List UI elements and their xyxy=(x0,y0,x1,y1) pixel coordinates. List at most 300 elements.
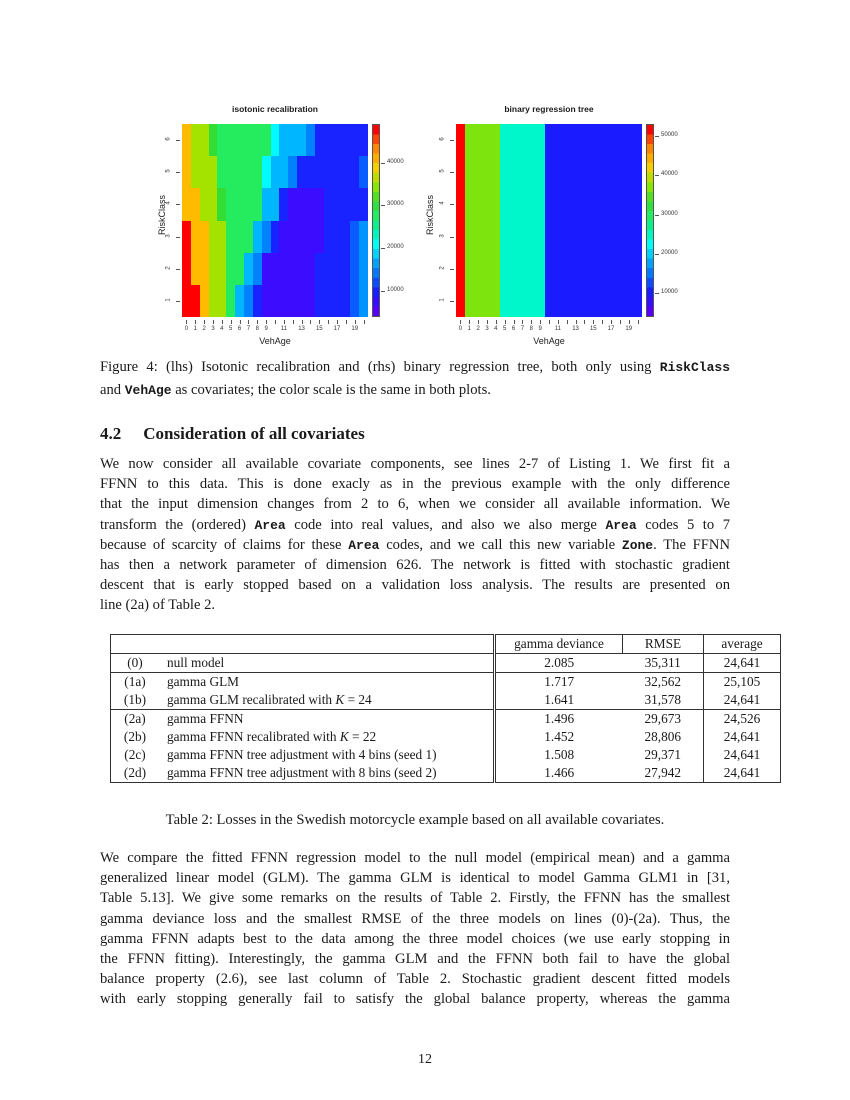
colorbar-tick-label: 40000 xyxy=(387,158,404,165)
y-tick xyxy=(450,269,454,270)
heatmap-cell xyxy=(518,253,527,285)
heatmap-cell xyxy=(279,124,288,156)
heatmap-cell xyxy=(288,124,297,156)
average: 24,641 xyxy=(704,746,781,764)
row-id: (2b) xyxy=(111,728,160,746)
y-tick-label: 2 xyxy=(439,266,446,270)
heatmap-cell xyxy=(509,285,518,317)
heatmap-cell xyxy=(182,188,191,220)
heatmap-cell xyxy=(306,221,315,253)
heatmap-cell xyxy=(580,285,589,317)
y-tick xyxy=(450,237,454,238)
heatmap-cell xyxy=(235,124,244,156)
y-tick xyxy=(176,204,180,205)
heatmap-cell xyxy=(483,221,492,253)
x-tick-label: 17 xyxy=(333,326,341,332)
model-name: gamma GLM xyxy=(159,673,495,692)
heatmap-cell xyxy=(491,124,500,156)
heatmap-cell xyxy=(607,221,616,253)
paragraph-1 xyxy=(100,454,730,616)
code-vehage: VehAge xyxy=(124,383,172,398)
heatmap-cell xyxy=(624,156,633,188)
x-tick xyxy=(638,320,639,324)
x-tick xyxy=(275,320,276,324)
y-tick xyxy=(450,301,454,302)
heatmap-cell xyxy=(200,124,209,156)
heatmap-cell xyxy=(324,285,333,317)
heatmap-cell xyxy=(359,253,368,285)
right-plot-xlabel: VehAge xyxy=(533,336,565,346)
gamma-deviance: 1.641 xyxy=(544,692,575,707)
heatmap-cell xyxy=(306,188,315,220)
average: 24,641 xyxy=(704,691,781,710)
heatmap-cell xyxy=(491,188,500,220)
heatmap-cell xyxy=(315,156,324,188)
right-plot-ylabel: RiskClass xyxy=(425,195,435,236)
heatmap-cell xyxy=(333,188,342,220)
left-plot-title: isotonic recalibration xyxy=(232,104,318,114)
heatmap-cell xyxy=(235,156,244,188)
y-tick xyxy=(450,204,454,205)
x-tick-label: 1 xyxy=(193,326,197,332)
heatmap-cell xyxy=(562,285,571,317)
heatmap-cell xyxy=(518,156,527,188)
y-tick xyxy=(176,172,180,173)
heatmap-cell xyxy=(607,124,616,156)
heatmap-cell xyxy=(253,285,262,317)
left-colorbar xyxy=(372,124,380,317)
heatmap-cell xyxy=(633,253,642,285)
heatmap-cell xyxy=(262,156,271,188)
heatmap-cell xyxy=(598,253,607,285)
gamma-deviance: 1.508 xyxy=(544,747,575,762)
text-run: . The FFNN xyxy=(653,536,730,553)
paragraph-line xyxy=(100,494,730,514)
heatmap-cell xyxy=(483,188,492,220)
heatmap-cell xyxy=(491,253,500,285)
heatmap-cell xyxy=(209,221,218,253)
paragraph-line: with early stopping generally fail to satisfy the global balance property, whereas the gamma xyxy=(100,991,730,1008)
section-heading xyxy=(100,424,365,444)
heatmap-cell xyxy=(350,156,359,188)
average: 25,105 xyxy=(704,673,781,692)
gamma-deviance: 2.085 xyxy=(544,655,575,670)
heatmap-cell xyxy=(545,221,554,253)
heatmap-cell xyxy=(465,253,474,285)
average: 24,641 xyxy=(704,728,781,746)
x-tick xyxy=(328,320,329,324)
heatmap-cell xyxy=(306,124,315,156)
text-run: because of scarcity of claims for these xyxy=(100,536,349,553)
model-name: gamma GLM recalibrated with K = 24 xyxy=(159,691,495,710)
y-tick xyxy=(450,172,454,173)
heatmap-cell xyxy=(527,221,536,253)
heatmap-cell xyxy=(350,221,359,253)
heatmap-cell xyxy=(615,221,624,253)
text-run: FFNN to this data. This is done exacly as in the previous example with the only difference xyxy=(100,476,730,493)
left-plot-xlabel: VehAge xyxy=(259,336,291,346)
colorbar-tick-label: 30000 xyxy=(661,210,678,217)
x-tick xyxy=(319,320,320,324)
x-tick xyxy=(487,320,488,324)
rmse: 32,562 xyxy=(623,673,704,692)
y-tick-label: 3 xyxy=(439,233,446,238)
row-id: (1b) xyxy=(111,691,160,710)
heatmap-cell xyxy=(589,156,598,188)
heatmap-cell xyxy=(271,124,280,156)
model-name: null model xyxy=(159,654,495,673)
table-row xyxy=(111,654,781,673)
x-tick-label: 5 xyxy=(229,326,233,332)
heatmap-cell xyxy=(456,221,465,253)
heatmap-cell xyxy=(598,221,607,253)
x-tick xyxy=(222,320,223,324)
heatmap-cell xyxy=(324,221,333,253)
x-tick xyxy=(310,320,311,324)
gamma-deviance: 1.452 xyxy=(544,729,575,744)
heatmap-cell xyxy=(288,156,297,188)
heatmap-cell xyxy=(500,156,509,188)
heatmap-cell xyxy=(209,124,218,156)
heatmap-cell xyxy=(341,188,350,220)
average: 24,641 xyxy=(704,654,781,673)
left-heatmap xyxy=(182,124,368,317)
heatmap-cell xyxy=(359,156,368,188)
heatmap-cell xyxy=(200,285,209,317)
heatmap-cell xyxy=(333,253,342,285)
heatmap-cell xyxy=(253,124,262,156)
heatmap-cell xyxy=(598,188,607,220)
heatmap-cell xyxy=(571,124,580,156)
heatmap-cell xyxy=(500,285,509,317)
heatmap-cell xyxy=(182,253,191,285)
heatmap-cell xyxy=(191,285,200,317)
heatmap-cell xyxy=(624,124,633,156)
heatmap-cell xyxy=(624,188,633,220)
x-tick xyxy=(478,320,479,324)
colorbar-tick-label: 10000 xyxy=(387,287,404,294)
heatmap-cell xyxy=(589,253,598,285)
heatmap-cell xyxy=(536,285,545,317)
heatmap-cell xyxy=(474,124,483,156)
x-tick xyxy=(355,320,356,324)
row-id: (0) xyxy=(111,654,160,673)
heatmap-cell xyxy=(279,285,288,317)
paragraph-line xyxy=(100,555,730,575)
y-tick xyxy=(176,269,180,270)
heatmap-cell xyxy=(341,124,350,156)
heatmap-cell xyxy=(191,221,200,253)
x-tick xyxy=(240,320,241,324)
heatmap-cell xyxy=(571,221,580,253)
heatmap-cell xyxy=(527,124,536,156)
x-tick xyxy=(195,320,196,324)
text-run: transform the (ordered) xyxy=(100,516,255,533)
y-tick xyxy=(176,140,180,141)
x-tick xyxy=(576,320,577,324)
gamma-deviance: 1.466 xyxy=(495,764,623,783)
x-tick xyxy=(629,320,630,324)
heatmap-cell xyxy=(209,156,218,188)
heatmap-cell xyxy=(209,253,218,285)
heatmap-cell xyxy=(297,124,306,156)
paragraph-line: gamma FFNN adapts best to the data among the three model choices (we use early stopping in xyxy=(100,930,730,947)
colorbar-tick-label: 50000 xyxy=(661,131,678,138)
x-tick xyxy=(257,320,258,324)
heatmap-cell xyxy=(244,188,253,220)
section-title: Consideration of all covariates xyxy=(143,424,365,443)
rmse: 29,371 xyxy=(623,746,704,764)
heatmap-cell xyxy=(474,285,483,317)
heatmap-cell xyxy=(235,285,244,317)
code-term: Zone xyxy=(621,537,654,553)
x-tick-label: 0 xyxy=(184,326,189,332)
heatmap-cell xyxy=(182,221,191,253)
right-colorbar xyxy=(646,124,654,317)
heatmap-cell xyxy=(262,221,271,253)
heatmap-cell xyxy=(615,285,624,317)
table-row xyxy=(111,764,781,783)
x-tick xyxy=(364,320,365,324)
rmse: 28,806 xyxy=(623,728,704,746)
y-tick-label: 6 xyxy=(439,137,446,141)
x-tick-label: 19 xyxy=(351,326,359,332)
x-tick-label: 19 xyxy=(625,326,633,332)
x-tick xyxy=(505,320,506,324)
table-header-cell: average xyxy=(704,635,781,654)
heatmap-cell xyxy=(553,253,562,285)
heatmap-cell xyxy=(571,285,580,317)
heatmap-cell xyxy=(333,124,342,156)
heatmap-cell xyxy=(279,188,288,220)
x-tick-label: 4 xyxy=(494,326,498,332)
x-tick xyxy=(469,320,470,324)
heatmap-cell xyxy=(607,285,616,317)
heatmap-cell xyxy=(226,156,235,188)
heatmap-cell xyxy=(509,253,518,285)
heatmap-cell xyxy=(509,221,518,253)
heatmap-cell xyxy=(483,156,492,188)
heatmap-cell xyxy=(456,156,465,188)
heatmap-cell xyxy=(297,253,306,285)
x-tick xyxy=(514,320,515,324)
table-row xyxy=(111,746,781,764)
heatmap-cell xyxy=(350,124,359,156)
heatmap-cell xyxy=(633,285,642,317)
x-tick-label: 7 xyxy=(246,326,251,332)
x-tick xyxy=(284,320,285,324)
heatmap-cell xyxy=(562,221,571,253)
table-header-cell: RMSE xyxy=(623,635,704,654)
heatmap-cell xyxy=(589,221,598,253)
heatmap-cell xyxy=(633,124,642,156)
heatmap-cell xyxy=(545,156,554,188)
heatmap-cell xyxy=(456,253,465,285)
heatmap-cell xyxy=(491,156,500,188)
colorbar-tick-label: 20000 xyxy=(661,249,678,256)
figure-caption-line-2: and VehAge as covariates; the color scale is the same in both plots. xyxy=(100,382,491,398)
heatmap-cell xyxy=(350,253,359,285)
code-term: Area xyxy=(254,517,286,533)
heatmap-cell xyxy=(279,156,288,188)
x-tick xyxy=(602,320,603,324)
code-term: Area xyxy=(605,517,637,533)
heatmap-cell xyxy=(607,253,616,285)
x-tick xyxy=(549,320,550,324)
heatmap-cell xyxy=(615,253,624,285)
table-row xyxy=(111,728,781,746)
heatmap-cell xyxy=(465,221,474,253)
rmse: 31,578 xyxy=(623,691,704,710)
x-tick-label: 0 xyxy=(458,326,463,332)
x-tick xyxy=(540,320,541,324)
x-tick xyxy=(231,320,232,324)
heatmap-cell xyxy=(615,124,624,156)
heatmap-cell xyxy=(226,124,235,156)
heatmap-cell xyxy=(483,285,492,317)
colorbar-tick-label: 40000 xyxy=(661,171,678,178)
rmse: 35,311 xyxy=(623,654,704,673)
row-id: (2d) xyxy=(111,764,160,783)
heatmap-cell xyxy=(253,221,262,253)
text-run: codes 5 to 7 xyxy=(636,516,730,533)
y-tick-label: 3 xyxy=(165,233,172,238)
x-tick xyxy=(531,320,532,324)
x-tick xyxy=(204,320,205,324)
heatmap-cell xyxy=(244,221,253,253)
text-run: descent that is early stopped based on a validation loss analysis. The results are presented on xyxy=(100,577,730,594)
table-row xyxy=(111,673,781,692)
rmse: 27,942 xyxy=(623,764,704,783)
heatmap-cell xyxy=(235,253,244,285)
heatmap-cell xyxy=(244,156,253,188)
right-heatmap xyxy=(456,124,642,317)
heatmap-cell xyxy=(589,188,598,220)
heatmap-cell xyxy=(553,124,562,156)
heatmap-cell xyxy=(562,156,571,188)
code-term: Area xyxy=(348,537,380,553)
heatmap-cell xyxy=(191,253,200,285)
x-tick-label: 15 xyxy=(589,326,597,332)
heatmap-cell xyxy=(509,156,518,188)
heatmap-cell xyxy=(545,253,554,285)
heatmap-cell xyxy=(633,221,642,253)
table-caption: Table 2: Losses in the Swedish motorcycle example based on all available covariates. xyxy=(165,812,665,828)
x-tick xyxy=(567,320,568,324)
heatmap-cell xyxy=(553,156,562,188)
heatmap-cell xyxy=(297,221,306,253)
heatmap-cell xyxy=(562,124,571,156)
heatmap-cell xyxy=(244,285,253,317)
heatmap-cell xyxy=(341,156,350,188)
model-name: gamma FFNN tree adjustment with 8 bins (seed 2) xyxy=(159,764,495,783)
x-tick-label: 13 xyxy=(298,326,305,332)
heatmap-cell xyxy=(271,285,280,317)
x-tick-label: 9 xyxy=(538,326,542,332)
code-riskclass: RiskClass xyxy=(659,360,730,375)
table-header-cell xyxy=(159,635,495,654)
heatmap-cell xyxy=(633,156,642,188)
heatmap-cell xyxy=(324,253,333,285)
heatmap-cell xyxy=(553,188,562,220)
heatmap-cell xyxy=(297,188,306,220)
heatmap-cell xyxy=(262,188,271,220)
heatmap-cell xyxy=(545,124,554,156)
heatmap-cell xyxy=(580,156,589,188)
heatmap-cell xyxy=(624,253,633,285)
heatmap-cell xyxy=(633,188,642,220)
heatmap-cell xyxy=(200,188,209,220)
heatmap-cell xyxy=(235,221,244,253)
y-tick-label: 6 xyxy=(165,137,172,141)
heatmap-cell xyxy=(191,124,200,156)
heatmap-cell xyxy=(491,221,500,253)
heatmap-cell xyxy=(244,124,253,156)
y-tick-label: 5 xyxy=(165,169,172,173)
heatmap-cell xyxy=(217,253,226,285)
heatmap-cell xyxy=(589,124,598,156)
results-table xyxy=(110,634,781,783)
x-tick xyxy=(558,320,559,324)
heatmap-cell xyxy=(483,253,492,285)
heatmap-cell xyxy=(359,124,368,156)
heatmap-cell xyxy=(500,221,509,253)
heatmap-cell xyxy=(271,253,280,285)
heatmap-cell xyxy=(306,253,315,285)
paragraph-line xyxy=(100,575,730,595)
heatmap-cell xyxy=(253,253,262,285)
heatmap-cell xyxy=(465,285,474,317)
heatmap-cell xyxy=(589,285,598,317)
table-header-cell xyxy=(111,635,160,654)
heatmap-cell xyxy=(209,285,218,317)
heatmap-cell xyxy=(518,124,527,156)
heatmap-cell xyxy=(536,156,545,188)
x-tick xyxy=(186,320,187,324)
heatmap-cell xyxy=(536,221,545,253)
heatmap-cell xyxy=(217,156,226,188)
heatmap-cell xyxy=(315,124,324,156)
x-tick xyxy=(460,320,461,324)
text-run: codes, and we call this new variable xyxy=(379,536,622,553)
heatmap-cell xyxy=(226,253,235,285)
heatmap-cell xyxy=(262,124,271,156)
left-plot-ylabel: RiskClass xyxy=(157,195,167,236)
gamma-deviance: 1.496 xyxy=(495,710,623,729)
x-tick xyxy=(346,320,347,324)
heatmap-cell xyxy=(536,253,545,285)
model-name: gamma FFNN tree adjustment with 4 bins (seed 1) xyxy=(159,746,495,764)
heatmap-cell xyxy=(200,221,209,253)
heatmap-cell xyxy=(483,124,492,156)
paragraph-line xyxy=(100,535,730,555)
figure-caption xyxy=(100,356,730,402)
heatmap-cell xyxy=(465,124,474,156)
paragraph-line: the FFNN fitting). Interestingly, the gamma GLM and the FFNN both fail to have the global xyxy=(100,950,730,967)
heatmap-cell xyxy=(562,188,571,220)
x-tick-label: 11 xyxy=(554,326,561,332)
heatmap-cell xyxy=(333,285,342,317)
y-tick-label: 2 xyxy=(165,266,172,270)
heatmap-cell xyxy=(262,253,271,285)
heatmap-cell xyxy=(571,156,580,188)
heatmap-cell xyxy=(262,285,271,317)
heatmap-cell xyxy=(297,285,306,317)
x-tick-label: 2 xyxy=(202,326,206,332)
heatmap-cell xyxy=(571,253,580,285)
heatmap-cell xyxy=(288,188,297,220)
heatmap-cell xyxy=(271,156,280,188)
